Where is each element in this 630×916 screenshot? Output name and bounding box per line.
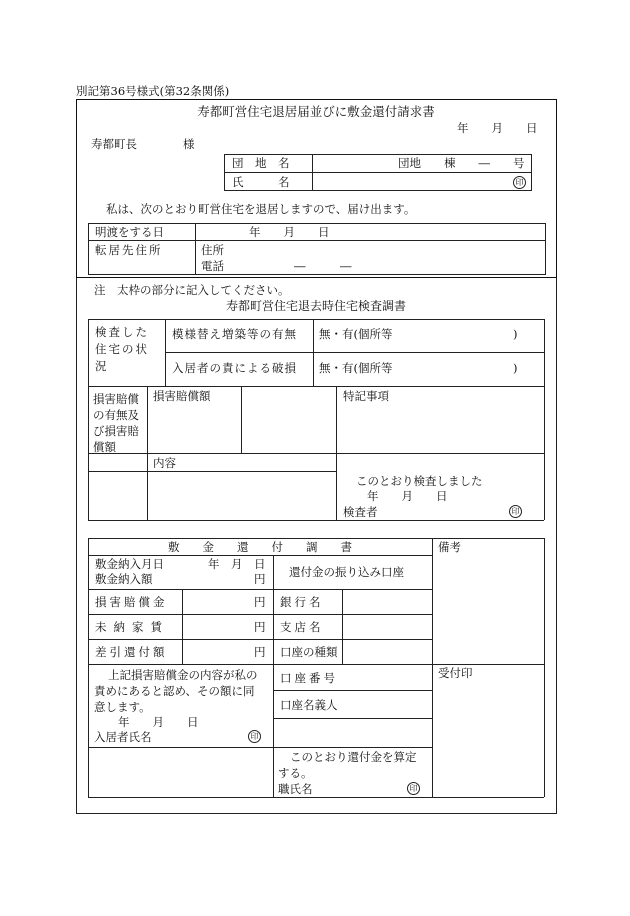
addressee: 寿都町長 様 xyxy=(91,137,195,151)
tel-label: 電話 xyxy=(201,259,224,273)
inspected-text: このとおり検査しました xyxy=(356,474,483,488)
seal-icon: 印 xyxy=(513,176,526,189)
note: 注 太枠の部分に記入してください。 xyxy=(94,283,290,297)
alteration-close: ) xyxy=(513,327,518,341)
damage-label: 損害賠償の有無及び損害賠償額 xyxy=(93,392,139,454)
seal-icon: 印 xyxy=(407,782,420,795)
inspector-label: 検査者 xyxy=(343,505,378,519)
danchi-label: 団 地 名 xyxy=(232,156,290,170)
alteration-label: 模様替え増築等の有無 xyxy=(172,327,297,341)
content-label: 内容 xyxy=(153,456,176,470)
handover-label: 明渡をする日 xyxy=(95,225,164,239)
seal-icon: 印 xyxy=(248,730,261,743)
staff-name-label: 職氏名 xyxy=(278,782,313,796)
handover-date-field[interactable]: 年 月 日 xyxy=(249,225,330,239)
transfer-label: 還付金の振り込み口座 xyxy=(289,565,404,579)
unpaid-rent-label: 未納家賃 xyxy=(95,620,169,634)
paid-date-label: 敷金納入月日 xyxy=(95,557,164,571)
request-title: 寿都町営住宅退居届並びに敷金還付請求書 xyxy=(197,104,435,119)
breakage-field[interactable]: 無・有(個所等 xyxy=(319,361,393,375)
consent-text-3: 意します。 xyxy=(94,700,151,714)
seal-icon: 印 xyxy=(509,505,522,518)
branch-label: 支店名 xyxy=(280,620,324,634)
yen-unit: 円 xyxy=(254,595,266,609)
request-date: 年 月 日 xyxy=(457,121,538,135)
yen-unit: 円 xyxy=(254,572,266,586)
alteration-field[interactable]: 無・有(個所等 xyxy=(319,327,393,341)
account-holder-label: 口座名義人 xyxy=(280,698,338,712)
status-label: 検査した住宅の状況 xyxy=(95,325,149,373)
inspected-date[interactable]: 年 月 日 xyxy=(367,489,448,503)
yen-unit: 円 xyxy=(254,620,266,634)
danchi-field[interactable]: 団地 棟 ― 号 xyxy=(398,156,525,170)
damage-money-label: 損害賠償金 xyxy=(95,595,168,609)
consent-text-2: 責めにあると認め、その額に同 xyxy=(94,684,255,698)
account-no-label: 口座番号 xyxy=(280,671,338,685)
damage-amount-label: 損害賠償額 xyxy=(153,389,211,403)
received-seal-label: 受付印 xyxy=(438,666,473,680)
account-type-label: 口座の種類 xyxy=(280,645,338,659)
address-label: 住所 xyxy=(201,243,224,257)
breakage-label: 入居者の責による破損 xyxy=(172,361,297,375)
consent-date[interactable]: 年 月 日 xyxy=(118,715,199,729)
calc-text-1: このとおり還付金を算定 xyxy=(290,750,417,764)
tel-field[interactable]: ― ― xyxy=(294,259,352,273)
remarks-label: 特記事項 xyxy=(343,389,389,403)
yen-unit: 円 xyxy=(254,645,266,659)
inspection-title: 寿都町営住宅退去時住宅検査調書 xyxy=(225,299,407,313)
form-reference: 別記第36号様式(第32条関係) xyxy=(76,84,230,98)
calc-text-2: する。 xyxy=(278,766,313,780)
new-address-label: 転居先住所 xyxy=(95,243,163,257)
refund-amount-label: 差引還付額 xyxy=(95,645,168,659)
remarks-label: 備考 xyxy=(438,540,461,554)
name-label: 氏 名 xyxy=(232,175,290,189)
paid-date-field[interactable]: 年 月 日 xyxy=(208,557,266,571)
consent-text-1: 上記損害賠償金の内容が私の xyxy=(108,668,258,682)
deposit-title: 敷 金 還 付 調 書 xyxy=(168,540,352,554)
bank-label: 銀行名 xyxy=(280,595,324,609)
statement: 私は、次のとおり町営住宅を退居しますので、届け出ます。 xyxy=(106,202,416,216)
paid-amount-label: 敷金納入額 xyxy=(95,572,153,586)
breakage-close: ) xyxy=(513,361,518,375)
tenant-name-label: 入居者氏名 xyxy=(94,730,152,744)
